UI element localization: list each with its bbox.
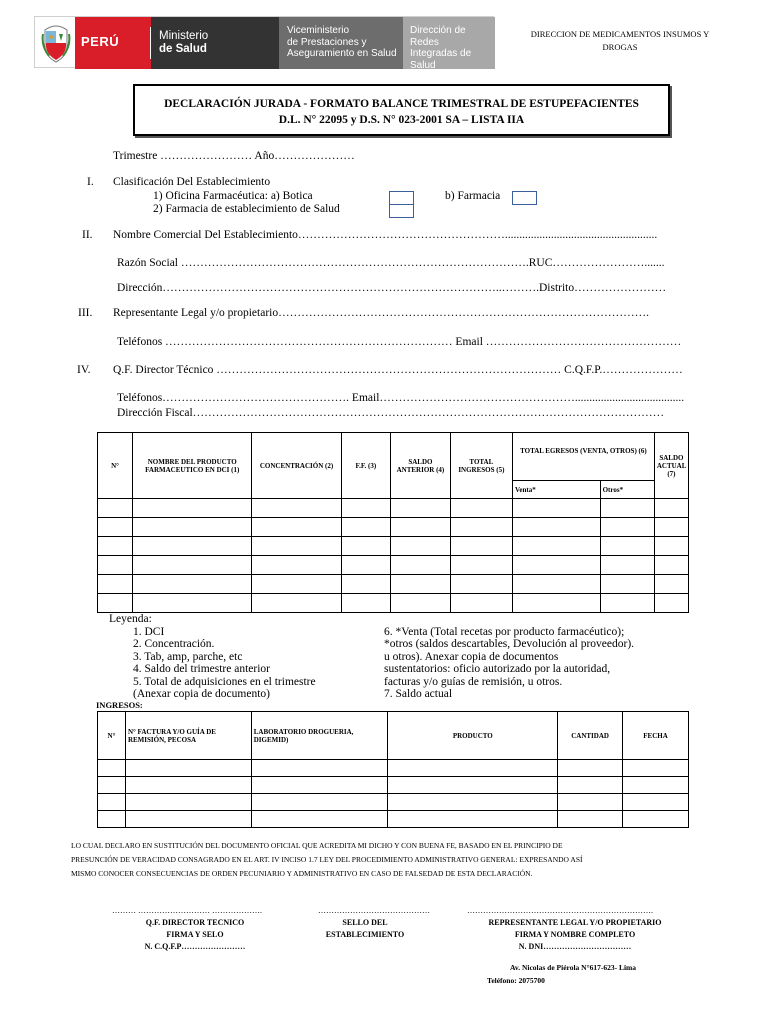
subheader-otros: Otros* (600, 481, 654, 499)
option-farmacia-establecimiento: 2) Farmacia de establecimiento de Salud (153, 203, 340, 215)
table-row[interactable] (98, 794, 689, 811)
telefonos-email-field-2[interactable]: Teléfonos…………………………………………. Email……………………………………………...................................... (117, 392, 685, 404)
ingresos-title: INGRESOS: (96, 700, 143, 710)
table-row[interactable] (98, 518, 689, 537)
legend-item-1: 1. DCI (133, 626, 165, 638)
ingresos-table (97, 711, 689, 828)
legend-item-6-note3: facturas y/o guías de remisión, u otros. (384, 675, 563, 688)
sig-rep-title: REPRESENTANTE LEGAL Y/O PROPIETARIO (488, 918, 662, 927)
ministerio-line2: de Salud (159, 43, 207, 55)
telefonos-email-field-1[interactable]: Teléfonos ………………………………………………………………… Email …………………………………………… (117, 336, 682, 348)
representante-legal-field[interactable]: Representante Legal y/o propietario……………………………………………………………………………………. (113, 307, 649, 319)
coat-of-arms-icon (41, 22, 71, 64)
table-row[interactable] (98, 575, 689, 594)
declaration-line3: MISMO CONOCER CONSECUENCIAS DE ORDEN PECUNIARIO Y ADMINISTRATIVO EN CASO DE FALSEDAD DE ESTA DECLARACIÓN. (71, 869, 533, 878)
legend-item-4: 4. Saldo del trimestre anterior (133, 663, 271, 676)
redes-block (403, 17, 495, 82)
legend-item-6-otros: *otros (saldos descartables, Devolución al proveedor). (384, 638, 635, 651)
direccion-field[interactable]: Dirección……………………………………………………………………………..……….Distrito…………………… (117, 282, 667, 294)
sig-director-firma: FIRMA Y SELO (166, 930, 224, 939)
col-header-concentracion: CONCENTRACIÓN (2) (252, 433, 341, 499)
ministerio-block (151, 17, 279, 69)
signature-block-director (120, 917, 270, 953)
legend-item-5: 5. Total de adquisiciones en el trimestre (133, 675, 316, 688)
sig-director-title: Q.F. DIRECTOR TECNICO (145, 918, 245, 927)
legend-left (133, 626, 316, 700)
section-2-number: II. (82, 229, 93, 241)
table-row[interactable] (98, 537, 689, 556)
signature-line-3: ……………………………………………………………. (467, 906, 653, 915)
redes-line1: Dirección de Redes (410, 25, 466, 48)
director-tecnico-field[interactable]: Q.F. Director Técnico ……………………………………………………………………………… C.Q.F.P.………………… (113, 364, 683, 376)
col-header-total-egresos: TOTAL EGRESOS (VENTA, OTROS) (6) (512, 433, 654, 481)
header-banner (34, 16, 494, 82)
title-line1: DECLARACIÓN JURADA - FORMATO BALANCE TRIMESTRAL DE ESTUPEFACIENTES (164, 98, 639, 110)
direccion-line1: DIRECCION DE MEDICAMENTOS INSUMOS Y (530, 29, 710, 39)
legend-right (384, 626, 634, 700)
direccion-heading (520, 28, 720, 54)
table-row[interactable] (98, 811, 689, 828)
legend-item-3: 3. Tab, amp, parche, etc (133, 650, 243, 663)
legend-item-2: 2. Concentración. (133, 638, 215, 651)
col-header-producto: NOMBRE DEL PRODUCTO FARMACEUTICO EN DCI (1) (133, 433, 252, 499)
signature-line-1: ……… ……………………… ………………. (112, 906, 262, 915)
declaration-line1: LO CUAL DECLARO EN SUSTITUCIÓN DEL DOCUMENTO OFICIAL QUE ACREDITA MI DICHO Y CON BUENA FE, BASADO EN EL PRINCIPIO DE (71, 841, 563, 850)
vice-line2: de Prestaciones y (287, 36, 367, 48)
vice-line1: Viceministerio (287, 25, 350, 36)
ing-header-n: N° (98, 712, 126, 760)
direccion-fiscal-field[interactable]: Dirección Fiscal…………………………………………………………………………………………………………… (117, 407, 665, 419)
signature-block-sello (300, 917, 430, 941)
col-header-saldo-anterior: SALDO ANTERIOR (4) (391, 433, 451, 499)
ing-header-laboratorio: LABORATORIO DROGUERIA, DIGEMID) (251, 712, 388, 760)
botica-checkbox[interactable] (389, 191, 414, 205)
footer-address: Av. Nicolas de Piérola N°617-623- Lima (510, 963, 637, 972)
section-3-number: III. (78, 307, 93, 319)
table-row[interactable] (98, 594, 689, 613)
table-row[interactable] (98, 777, 689, 794)
nombre-comercial-field[interactable]: Nombre Comercial Del Establecimiento………………………………………………..................................................... (113, 229, 658, 241)
col-header-saldo-actual: SALDO ACTUAL (7) (654, 433, 688, 499)
table-row[interactable] (98, 499, 689, 518)
sig-director-cqfp: N. C.Q.F.P…………………… (144, 942, 246, 951)
col-header-n: N° (98, 433, 133, 499)
viceministerio-block (279, 17, 403, 69)
ing-header-cantidad: CANTIDAD (558, 712, 623, 760)
subheader-venta: Venta* (512, 481, 600, 499)
declaration-text (71, 839, 687, 881)
redes-line2: Integradas de Salud (410, 48, 472, 71)
legend-title: Leyenda: (109, 613, 152, 625)
balance-table (97, 432, 689, 613)
sig-rep-dni: N. DNI…………………………… (518, 942, 632, 951)
title-line2: D.L. N° 22095 y D.S. N° 023-2001 SA – LISTA IIA (278, 114, 525, 126)
sig-rep-firma: FIRMA Y NOMBRE COMPLETO (514, 930, 636, 939)
col-header-ff: F.F. (3) (341, 433, 390, 499)
legend-item-6: 6. *Venta (Total recetas por producto farmacéutico); (384, 626, 625, 638)
sig-sello-line1: SELLO DEL (342, 918, 388, 927)
legend-item-7: 7. Saldo actual (384, 688, 453, 701)
option-oficina-botica: 1) Oficina Farmacéutica: a) Botica (153, 190, 313, 202)
farmacia-establecimiento-checkbox[interactable] (389, 204, 414, 218)
trimestre-field[interactable]: Trimestre …………………… Año………………… (113, 150, 355, 162)
legend-item-6-note1: u otros). Anexar copia de documentos (384, 650, 559, 663)
section-4-number: IV. (77, 364, 91, 376)
footer-phone: Teléfono: 2075700 (487, 976, 545, 985)
legend-item-6-note2: sustentatorios: oficio autorizado por la autoridad, (384, 663, 611, 676)
redes-line3: Lima Centro (410, 71, 465, 82)
signature-block-representante (470, 917, 680, 953)
declaration-line2: PRESUNCIÓN DE VERACIDAD CONSAGRADO EN EL ART. IV INCISO 1.7 LEY DEL PROCEDIMIENTO ADMINISTRATIVO GENERAL: EXPRESANDO ASÍ (71, 855, 583, 864)
document-title-box (133, 84, 670, 136)
ing-header-producto: PRODUCTO (388, 712, 558, 760)
razon-social-field[interactable]: Razón Social ……………………………………………………………………………….RUC……………………....... (117, 257, 665, 269)
section-1-label: Clasificación Del Establecimiento (113, 176, 271, 188)
signature-line-2: …………………………………… (318, 906, 430, 915)
col-header-total-ingresos: TOTAL INGRESOS (5) (450, 433, 512, 499)
option-farmacia: b) Farmacia (445, 190, 501, 202)
farmacia-checkbox[interactable] (512, 191, 537, 205)
sig-sello-line2: ESTABLECIMIENTO (325, 930, 405, 939)
peru-label: PERÚ (81, 34, 120, 49)
direccion-line2: DROGAS (602, 42, 638, 52)
table-row[interactable] (98, 760, 689, 777)
peru-brand (75, 17, 151, 69)
ministerio-line1: Ministerio (159, 30, 209, 42)
ing-header-fecha: FECHA (623, 712, 689, 760)
legend-item-5-note: (Anexar copia de documento) (133, 688, 270, 701)
section-1-number: I. (87, 176, 94, 188)
vice-line3: Aseguramiento en Salud (287, 48, 397, 59)
ing-header-factura: N° FACTURA Y/O GUÍA DE REMISIÓN, PECOSA (125, 712, 251, 760)
table-row[interactable] (98, 556, 689, 575)
